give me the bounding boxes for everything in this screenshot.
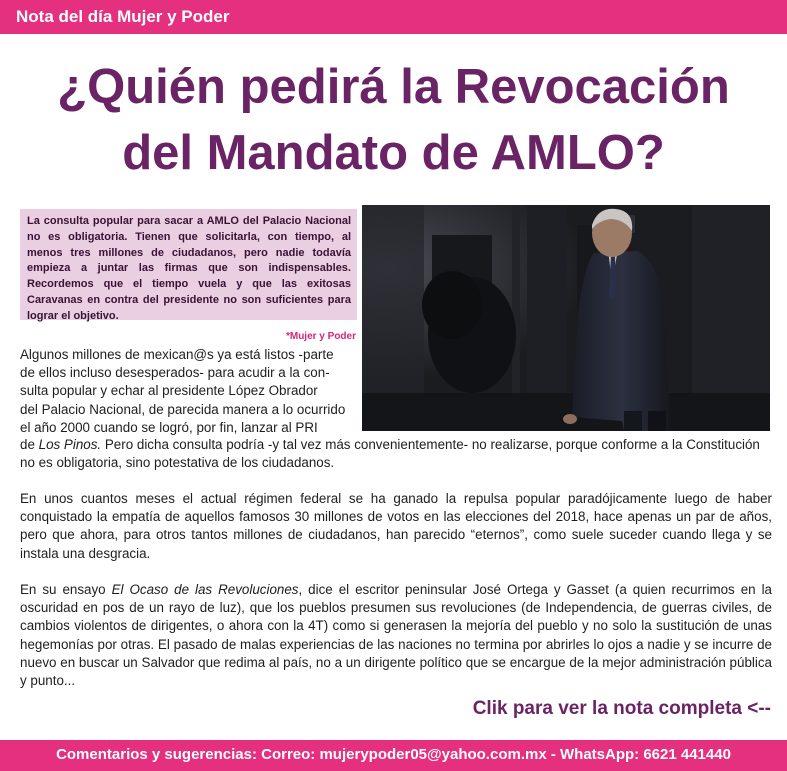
man-walking-photo-icon (362, 205, 770, 431)
paragraph-1-wrapped (20, 346, 355, 437)
paragraph-1-continued (20, 436, 772, 472)
p1-line: del Palacio Nacional, de parecida manera a lo ocurrido (20, 401, 346, 417)
article-photo (362, 205, 770, 431)
footer-banner (0, 740, 787, 771)
p1-line: Algunos millones de mexican@s ya está listos -parte (20, 347, 334, 362)
section-label: Nota del día Mujer y Poder (16, 7, 230, 26)
p3-start: En su ensayo (20, 582, 112, 597)
p1-rest: Pero dicha consulta podría -y tal vez más convenientemente- no realizarse, porque conforme a la Constitución no es obligatoria, sino potestativa de los ciudadanos. (20, 437, 760, 471)
headline-line-2: del Mandato de AMLO? (122, 126, 665, 180)
p3-rest: , dice el escritor peninsular José Ortega y Gasset (a quien recurrimos en la oscuridad en pos de un rayo de luz), que los pueblos presumen sus revoluciones (de Independencia, de guerras civiles, de cambios violentos de dirigentes, o ahora con la 4T) como si generasen la mejoría del pueblo y no solo la sustitución de unas hegemonías por otras. El pasado de malas experiencias de las naciones no termina por abrirles lo ojos a nadie y se incurre de nuevo en buscar un Salvador que redima al país, no a un dirigente político que se encargue de la mejor administración pública y punto... (20, 582, 772, 689)
p1-italic-los-pinos: Los Pinos. (38, 437, 102, 452)
p3-italic-title: El Ocaso de las Revoluciones (111, 582, 299, 597)
paragraph-2: En unos cuantos meses el actual régimen federal se ha ganado la repulsa popular paradójicamente luego de haber conquistado la empatía de aquellos famosos 30 millones de votos en las elecciones del 2018, hace apenas un par de años, pero que ahora, para otros tantos millones de ciudadanos, han parecido “eternos”, como suele suceder cuando llega y se instala una desgracia. (20, 491, 772, 561)
read-full-note-link[interactable]: Clik para ver la nota completa <-- (472, 698, 771, 719)
p1-line: de ellos incluso desesperados- para acudir a la con- (20, 365, 330, 381)
p1-line: sulta popular y echar al presidente López Obrador (20, 383, 318, 399)
headline-line-1: ¿Quién pedirá la Revocación (57, 60, 730, 114)
p1-line: el año 2000 cuando se logró, por fin, lanzar al PRI (20, 419, 318, 435)
paragraph-3 (20, 581, 772, 690)
summary-box: La consulta popular para sacar a AMLO del Palacio Nacional no es obligatoria. Tienen que solicitarla, con tiempo, al menos tres millones de ciudadanos, pero nadie todavía empieza a juntar las firmas que son indispensables. Recordemos que el tiempo vuela y que las exitosas Caravanas en contra del presidente no son suficientes para lograr el objetivo. (20, 209, 357, 320)
p1-de: de (20, 437, 39, 452)
contact-info: Comentarios y sugerencias: Correo: mujerypoder05@yahoo.com.mx - WhatsApp: 6621 441440 (56, 746, 731, 763)
author-credit: *Mujer y Poder (285, 331, 356, 342)
top-banner (0, 0, 787, 34)
headline (0, 54, 787, 186)
